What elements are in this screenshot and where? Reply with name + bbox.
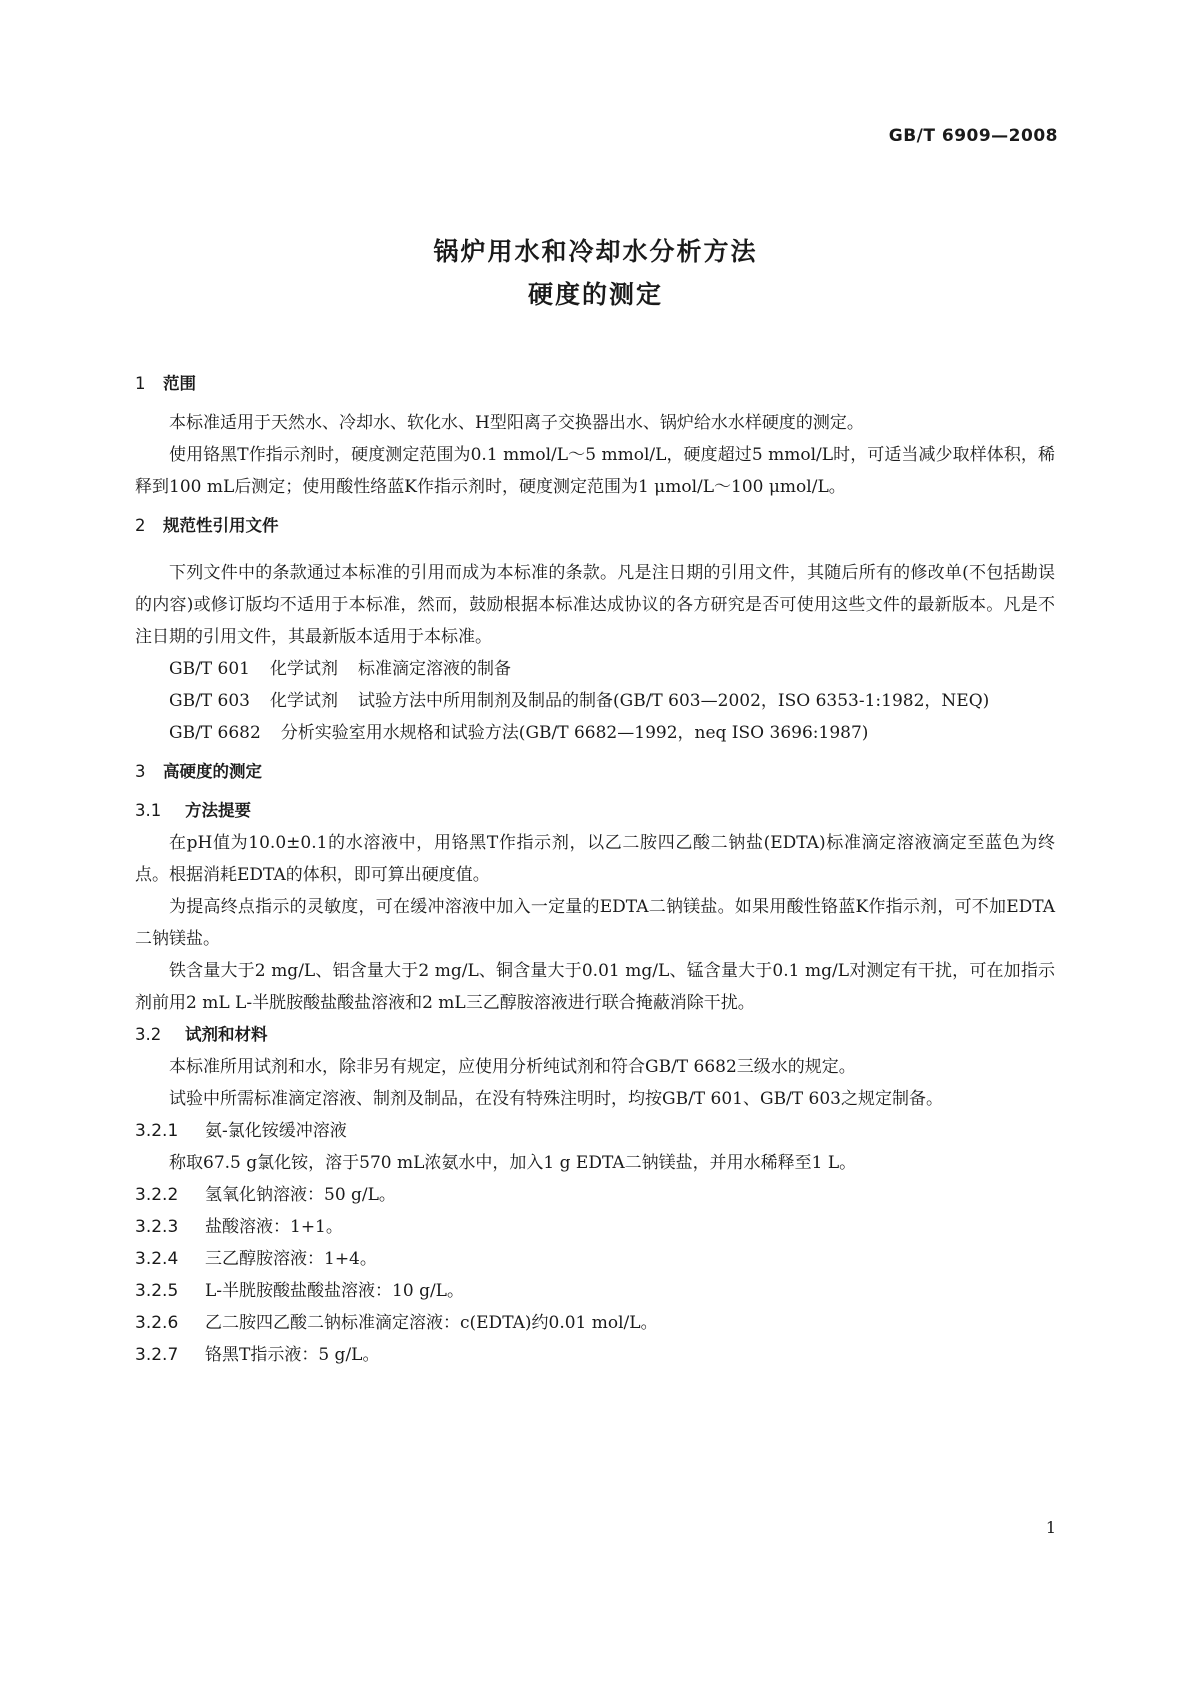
section-title: 规范性引用文件 bbox=[163, 516, 279, 535]
list-item: 3.2.3 盐酸溶液：1+1。 bbox=[135, 1217, 343, 1237]
list-item: 3.2.6 乙二胺四乙酸二钠标准滴定溶液：c(EDTA)约0.01 mol/L。 bbox=[135, 1313, 658, 1333]
reference-code: GB/T 6682 bbox=[169, 723, 261, 743]
subsection-3-1-heading bbox=[135, 795, 1055, 827]
section-number: 3 bbox=[135, 762, 146, 781]
standard-code: GB/T 6909—2008 bbox=[888, 126, 1058, 146]
subsection-title: 试剂和材料 bbox=[185, 1025, 268, 1044]
paragraph: 试验中所需标准滴定溶液、制剂及制品，在没有特殊注明时，均按GB/T 601、GB/T 603之规定制备。 bbox=[169, 1089, 943, 1109]
reference-item bbox=[135, 685, 1055, 717]
section-number: 1 bbox=[135, 374, 146, 393]
subsection-3-2-heading bbox=[135, 1019, 1055, 1051]
reference-title: 标准滴定溶液的制备 bbox=[358, 659, 511, 679]
section-title: 高硬度的测定 bbox=[163, 762, 262, 781]
reference-code: GB/T 601 bbox=[169, 659, 250, 679]
reference-category: 化学试剂 bbox=[270, 659, 338, 679]
list-item: 3.2.7 铬黑T指示液：5 g/L。 bbox=[135, 1345, 380, 1365]
section-3-heading bbox=[135, 756, 1055, 788]
section-2-heading bbox=[135, 510, 1055, 542]
subsection-number: 3.2 bbox=[135, 1025, 162, 1044]
paragraph: 本标准所用试剂和水，除非另有规定，应使用分析纯试剂和符合GB/T 6682三级水的规定。 bbox=[169, 1057, 856, 1077]
reference-code: GB/T 603 bbox=[169, 691, 250, 711]
paragraph: 本标准适用于天然水、冷却水、软化水、H型阳离子交换器出水、锅炉给水水样硬度的测定。 bbox=[169, 413, 864, 433]
section-number: 2 bbox=[135, 516, 146, 535]
section-title: 范围 bbox=[163, 374, 196, 393]
list-item: 3.2.2 氢氧化钠溶液：50 g/L。 bbox=[135, 1185, 396, 1205]
list-item: 3.2.4 三乙醇胺溶液：1+4。 bbox=[135, 1249, 377, 1269]
reference-item bbox=[135, 653, 1055, 685]
document-body bbox=[135, 368, 1055, 1371]
subsection-number: 3.1 bbox=[135, 801, 162, 820]
paragraph: 铁含量大于2 mg/L、铝含量大于2 mg/L、铜含量大于0.01 mg/L、锰含量大于0.1 mg/L对测定有干扰，可在加指示剂前用2 mL L-半胱胺酸盐酸盐溶液和2 mL三乙醇胺溶液进行联合掩蔽消除干扰。 bbox=[135, 961, 1055, 1013]
item-detail: 称取67.5 g氯化铵，溶于570 mL浓氨水中，加入1 g EDTA二钠镁盐，并用水稀释至1 L。 bbox=[169, 1153, 857, 1173]
list-item: 3.2.5 L-半胱胺酸盐酸盐溶液：10 g/L。 bbox=[135, 1281, 464, 1301]
paragraph: 使用铬黑T作指示剂时，硬度测定范围为0.1 mmol/L～5 mmol/L，硬度超过5 mmol/L时，可适当减少取样体积，稀释到100 mL后测定；使用酸性络蓝K作指示剂时，硬度测定范围为1 μmol/L～100 μmol/L。 bbox=[135, 445, 1055, 497]
reference-item bbox=[135, 717, 1055, 749]
section-1-heading bbox=[135, 368, 1055, 400]
reference-title: 分析实验室用水规格和试验方法(GB/T 6682—1992，neq ISO 3696:1987) bbox=[280, 723, 869, 743]
document-title: 锅炉用水和冷却水分析方法 bbox=[433, 237, 758, 266]
subsection-title: 方法提要 bbox=[185, 801, 251, 820]
paragraph: 在pH值为10.0±0.1的水溶液中，用铬黑T作指示剂，以乙二胺四乙酸二钠盐(EDTA)标准滴定溶液滴定至蓝色为终点。根据消耗EDTA的体积，即可算出硬度值。 bbox=[135, 833, 1055, 885]
list-item: 3.2.1 氨-氯化铵缓冲溶液 bbox=[135, 1121, 347, 1141]
paragraph: 为提高终点指示的灵敏度，可在缓冲溶液中加入一定量的EDTA二钠镁盐。如果用酸性铬蓝K作指示剂，可不加EDTA二钠镁盐。 bbox=[135, 897, 1055, 949]
paragraph: 下列文件中的条款通过本标准的引用而成为本标准的条款。凡是注日期的引用文件，其随后所有的修改单(不包括勘误的内容)或修订版均不适用于本标准，然而，鼓励根据本标准达成协议的各方研究是否可使用这些文件的最新版本。凡是不注日期的引用文件，其最新版本适用于本标准。 bbox=[135, 563, 1055, 647]
reference-category: 化学试剂 bbox=[270, 691, 338, 711]
reference-title: 试验方法中所用制剂及制品的制备(GB/T 603—2002，ISO 6353-1:1982，NEQ) bbox=[358, 691, 990, 711]
page-number: 1 bbox=[1045, 1518, 1056, 1537]
document-subtitle: 硬度的测定 bbox=[527, 280, 663, 309]
